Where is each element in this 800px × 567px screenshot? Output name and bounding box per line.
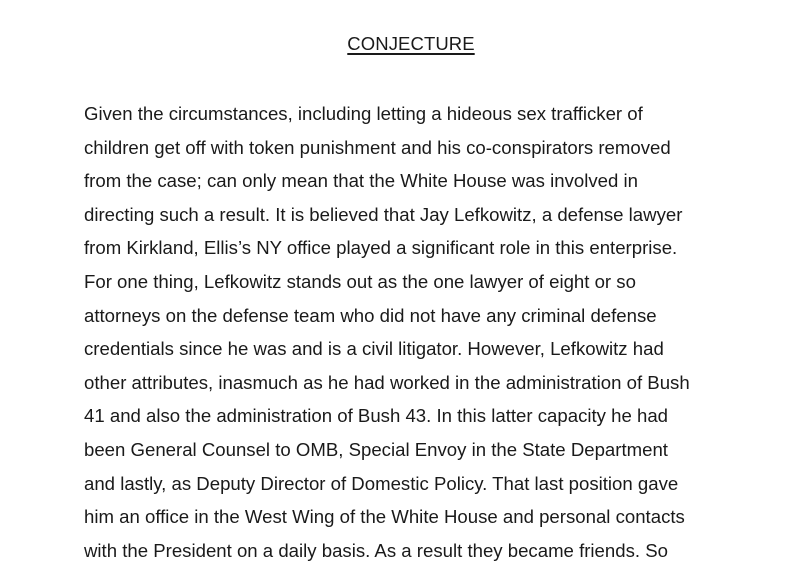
paragraph-line: Given the circumstances, including letting a hideous sex trafficker of <box>84 103 643 124</box>
document-title: CONJECTURE <box>347 33 475 54</box>
paragraph-line: 41 and also the administration of Bush 43. In this latter capacity he had <box>84 405 668 427</box>
paragraph-line: with the President on a daily basis. As a result they became friends. So <box>84 539 668 561</box>
paragraph-line: For one thing, Lefkowitz stands out as the one lawyer of eight or so <box>84 270 636 292</box>
document-paragraph <box>84 97 784 567</box>
paragraph-line: directing such a result. It is believed that Jay Lefkowitz, a defense lawyer <box>84 203 683 225</box>
paragraph-line: other attributes, inasmuch as he had worked in the administration of Bush <box>84 371 690 393</box>
paragraph-line: children get off with token punishment and his co-conspirators removed <box>84 136 671 158</box>
paragraph-line: from the case; can only mean that the White House was involved in <box>84 170 638 192</box>
paragraph-line: and lastly, as Deputy Director of Domestic Policy. That last position gave <box>84 472 679 494</box>
paragraph-line: been General Counsel to OMB, Special Envoy in the State Department <box>84 438 668 460</box>
paragraph-line: him an office in the West Wing of the White House and personal contacts <box>84 506 685 528</box>
paragraph-line: attorneys on the defense team who did not have any criminal defense <box>84 304 657 326</box>
paragraph-line: from Kirkland, Ellis’s NY office played a significant role in this enterprise. <box>84 237 678 259</box>
paragraph-line: credentials since he was and is a civil litigator. However, Lefkowitz had <box>84 338 664 360</box>
